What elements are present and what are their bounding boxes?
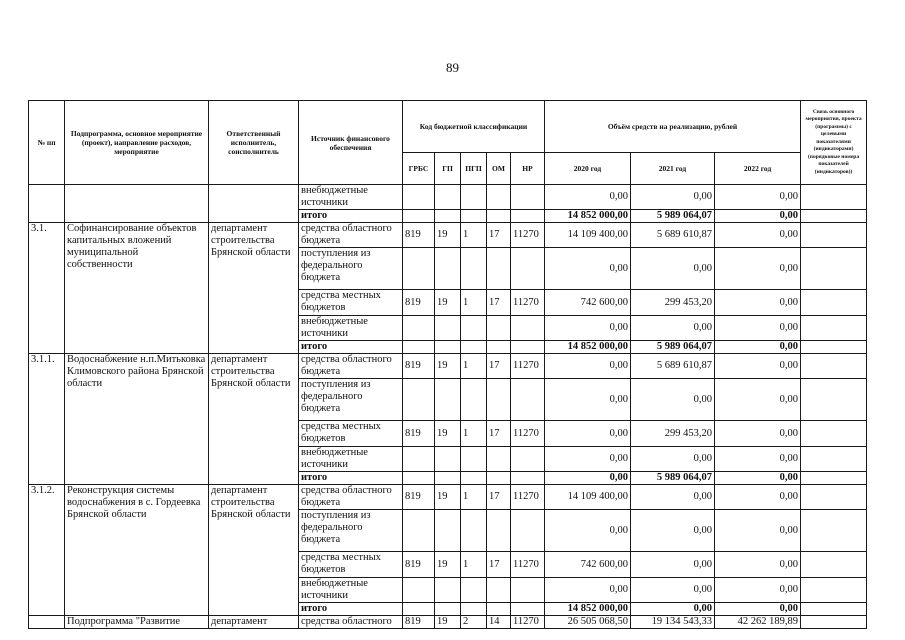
- value-cell: 0,00: [715, 421, 801, 447]
- code-cell: 2: [461, 616, 487, 629]
- code-cell: 19: [435, 223, 461, 248]
- code-cell: 19: [435, 354, 461, 379]
- source-cell: итого: [299, 603, 403, 616]
- source-cell: средства областного бюджета: [299, 223, 403, 248]
- value-cell: 5 689 610,87: [631, 223, 715, 248]
- page-number: 89: [446, 60, 459, 75]
- responsible: департамент строительства Брянской области: [209, 485, 299, 616]
- row-number: 3.1.: [29, 223, 65, 354]
- measure-name: Софинансирование объектов капитальных вложений муниципальной собственности: [65, 223, 209, 354]
- responsible: департамент строительства Брянской области: [209, 354, 299, 485]
- table-row: [29, 223, 867, 248]
- value-cell: 0,00: [631, 185, 715, 210]
- value-cell: 0,00: [545, 472, 631, 485]
- value-cell: 0,00: [715, 379, 801, 421]
- code-cell: 19: [435, 290, 461, 316]
- code-cell: 14: [487, 616, 511, 629]
- code-cell: 17: [487, 552, 511, 578]
- header-om: ОМ: [487, 153, 511, 185]
- code-cell: 11270: [511, 290, 545, 316]
- budget-table: [28, 100, 867, 629]
- header-2021: 2021 год: [631, 153, 715, 185]
- header-2022: 2022 год: [715, 153, 801, 185]
- header-num: № пп: [29, 101, 65, 185]
- code-cell: 17: [487, 354, 511, 379]
- value-cell: 0,00: [631, 485, 715, 510]
- source-cell: средства областного: [299, 616, 403, 629]
- value-cell: 0,00: [715, 185, 801, 210]
- code-cell: 819: [403, 354, 435, 379]
- header-source: Источник финансового обеспечения: [299, 101, 403, 185]
- code-cell: 819: [403, 421, 435, 447]
- table-row: [29, 485, 867, 510]
- source-cell: внебюджетные источники: [299, 185, 403, 210]
- header-volume: Объём средств на реализацию, рублей: [545, 101, 801, 153]
- code-cell: 1: [461, 290, 487, 316]
- table-row: [29, 616, 867, 629]
- value-cell: 0,00: [545, 248, 631, 290]
- table-row: [29, 185, 867, 210]
- value-cell: 5 689 610,87: [631, 354, 715, 379]
- code-cell: 819: [403, 485, 435, 510]
- value-cell: 299 453,20: [631, 290, 715, 316]
- source-cell: средства местных бюджетов: [299, 290, 403, 316]
- code-cell: 11270: [511, 354, 545, 379]
- value-cell: 0,00: [715, 248, 801, 290]
- responsible: департамент: [209, 616, 299, 629]
- value-cell: 742 600,00: [545, 552, 631, 578]
- value-cell: 0,00: [715, 341, 801, 354]
- source-cell: поступления из федерального бюджета: [299, 379, 403, 421]
- source-cell: поступления из федерального бюджета: [299, 248, 403, 290]
- code-cell: 19: [435, 552, 461, 578]
- code-cell: 819: [403, 552, 435, 578]
- value-cell: 0,00: [715, 223, 801, 248]
- row-number: 3.1.2.: [29, 485, 65, 616]
- code-cell: 1: [461, 354, 487, 379]
- code-cell: 17: [487, 290, 511, 316]
- value-cell: 0,00: [545, 185, 631, 210]
- value-cell: 26 505 068,50: [545, 616, 631, 629]
- code-cell: 11270: [511, 552, 545, 578]
- code-cell: 11270: [511, 421, 545, 447]
- value-cell: 19 134 543,33: [631, 616, 715, 629]
- value-cell: 0,00: [545, 578, 631, 603]
- header-2020: 2020 год: [545, 153, 631, 185]
- code-cell: 11270: [511, 223, 545, 248]
- value-cell: 5 989 064,07: [631, 472, 715, 485]
- code-cell: 19: [435, 421, 461, 447]
- value-cell: 42 262 189,89: [715, 616, 801, 629]
- value-cell: 0,00: [631, 447, 715, 472]
- code-cell: 17: [487, 223, 511, 248]
- code-cell: 1: [461, 421, 487, 447]
- header-program: Подпрограмма, основное мероприятие (проект), направление расходов, мероприятие: [65, 101, 209, 185]
- header-nr: НР: [511, 153, 545, 185]
- value-cell: 299 453,20: [631, 421, 715, 447]
- value-cell: 0,00: [631, 379, 715, 421]
- header-budget-code: Код бюджетной классификации: [403, 101, 545, 153]
- measure-name: Водоснабжение н.п.Митьковка Климовского района Брянской области: [65, 354, 209, 485]
- value-cell: 14 109 400,00: [545, 485, 631, 510]
- code-cell: 819: [403, 290, 435, 316]
- value-cell: 0,00: [631, 603, 715, 616]
- source-cell: поступления из федерального бюджета: [299, 510, 403, 552]
- value-cell: 0,00: [631, 510, 715, 552]
- code-cell: 819: [403, 223, 435, 248]
- value-cell: 0,00: [715, 578, 801, 603]
- value-cell: 14 852 000,00: [545, 210, 631, 223]
- value-cell: 0,00: [715, 552, 801, 578]
- value-cell: 0,00: [545, 379, 631, 421]
- value-cell: 5 989 064,07: [631, 341, 715, 354]
- code-cell: 19: [435, 485, 461, 510]
- code-cell: 11270: [511, 485, 545, 510]
- code-cell: 19: [435, 616, 461, 629]
- source-cell: внебюджетные источники: [299, 316, 403, 341]
- value-cell: 0,00: [631, 552, 715, 578]
- code-cell: 17: [487, 485, 511, 510]
- value-cell: 0,00: [715, 447, 801, 472]
- value-cell: 742 600,00: [545, 290, 631, 316]
- header-grbs: ГРБС: [403, 153, 435, 185]
- code-cell: 819: [403, 616, 435, 629]
- code-cell: 11270: [511, 616, 545, 629]
- value-cell: 0,00: [715, 316, 801, 341]
- table-row: [29, 354, 867, 379]
- value-cell: 0,00: [545, 510, 631, 552]
- value-cell: 0,00: [715, 290, 801, 316]
- code-cell: 1: [461, 485, 487, 510]
- header-gp: ГП: [435, 153, 461, 185]
- value-cell: 0,00: [631, 248, 715, 290]
- source-cell: средства областного бюджета: [299, 354, 403, 379]
- measure-name: Реконструкция системы водоснабжения в с. Гордеевка Брянской области: [65, 485, 209, 616]
- value-cell: 0,00: [715, 510, 801, 552]
- value-cell: 0,00: [631, 578, 715, 603]
- source-cell: средства местных бюджетов: [299, 421, 403, 447]
- source-cell: средства местных бюджетов: [299, 552, 403, 578]
- source-cell: средства областного бюджета: [299, 485, 403, 510]
- value-cell: 0,00: [715, 354, 801, 379]
- value-cell: 0,00: [631, 316, 715, 341]
- header-link: Связь основного мероприятия, проекта (программы) с целевыми показателями (индикаторами) (порядковые номера показателей (индикаторов)): [801, 101, 867, 185]
- source-cell: внебюджетные источники: [299, 447, 403, 472]
- source-cell: итого: [299, 472, 403, 485]
- source-cell: итого: [299, 341, 403, 354]
- header-responsible: Ответственный исполнитель, соисполнитель: [209, 101, 299, 185]
- value-cell: 14 852 000,00: [545, 603, 631, 616]
- row-number: 3.1.1.: [29, 354, 65, 485]
- value-cell: 14 109 400,00: [545, 223, 631, 248]
- value-cell: 0,00: [545, 447, 631, 472]
- code-cell: 1: [461, 223, 487, 248]
- value-cell: 5 989 064,07: [631, 210, 715, 223]
- value-cell: 0,00: [715, 603, 801, 616]
- value-cell: 0,00: [715, 485, 801, 510]
- source-cell: внебюджетные источники: [299, 578, 403, 603]
- code-cell: 17: [487, 421, 511, 447]
- header-pgp: ПГП: [461, 153, 487, 185]
- source-cell: итого: [299, 210, 403, 223]
- value-cell: 0,00: [715, 210, 801, 223]
- value-cell: 0,00: [715, 472, 801, 485]
- value-cell: 0,00: [545, 421, 631, 447]
- value-cell: 0,00: [545, 316, 631, 341]
- code-cell: 1: [461, 552, 487, 578]
- value-cell: 0,00: [545, 354, 631, 379]
- measure-name: Подпрограмма "Развитие: [65, 616, 209, 629]
- responsible: департамент строительства Брянской области: [209, 223, 299, 354]
- value-cell: 14 852 000,00: [545, 341, 631, 354]
